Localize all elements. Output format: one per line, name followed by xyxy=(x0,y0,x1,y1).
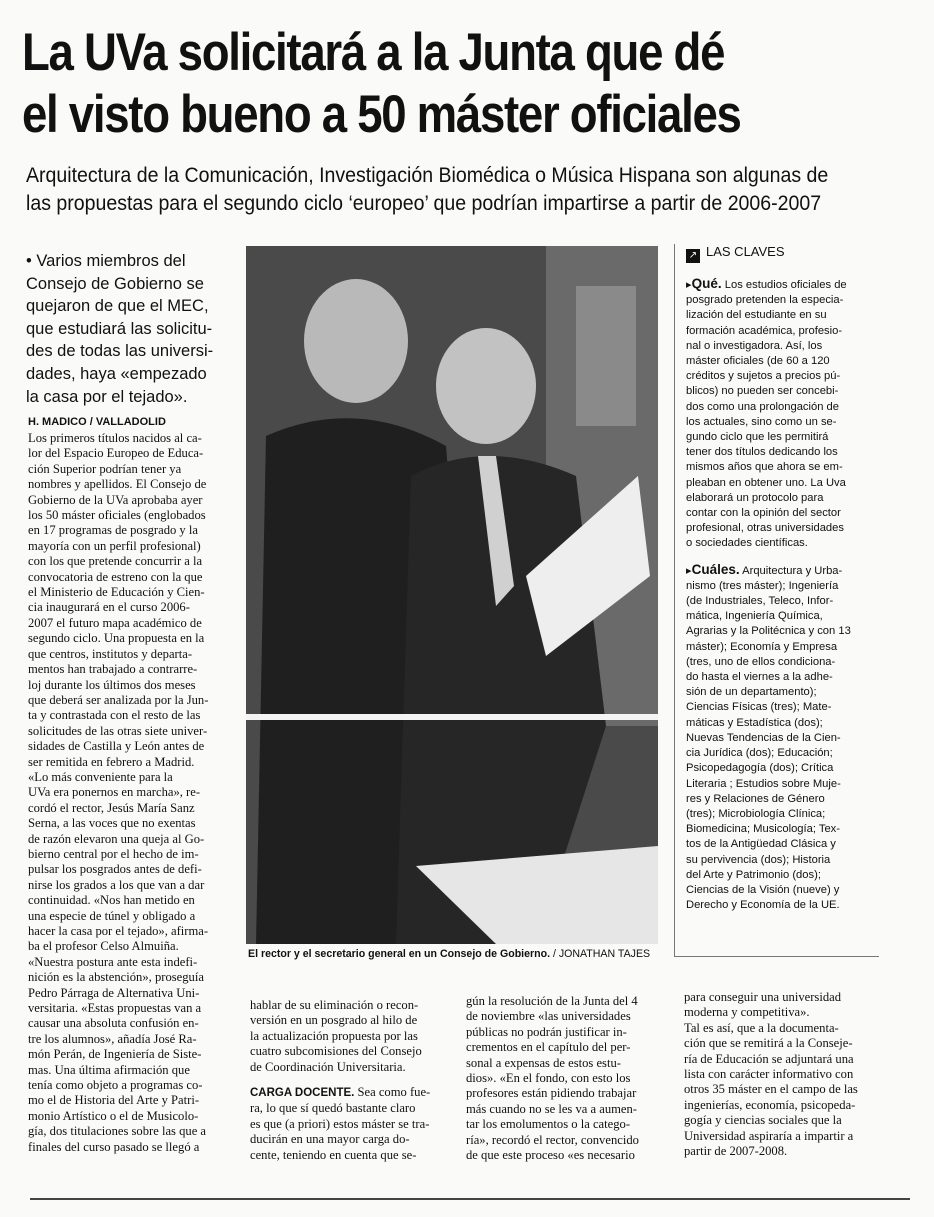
text-line: finales del curso pasado se llegó a xyxy=(28,1139,200,1154)
text-line: una especie de túnel y obligado a xyxy=(28,908,196,923)
sidebar-line: (de Industriales, Teleco, Infor- xyxy=(686,595,834,608)
sidebar-line: tos de la Antigüedad Clásica y xyxy=(686,838,836,851)
sidebar-line: res y Relaciones de Género xyxy=(686,792,825,805)
text-line: en 17 programas de posgrado y la xyxy=(28,523,198,538)
text-line: ducirán en una mayor carga do- xyxy=(250,1132,410,1147)
headline-line: el visto bueno a 50 máster oficiales xyxy=(22,85,741,144)
sidebar-line: máster); Economía y Empresa xyxy=(686,640,838,653)
text-line: crementos en el capítulo del per- xyxy=(466,1040,631,1055)
sidebar-line: lización del estudiante en su xyxy=(686,309,827,322)
text-line: mentos han trabajado a contrarre- xyxy=(28,662,198,677)
sidebar-line: formación académica, profesio- xyxy=(686,324,843,337)
text-line: ría de Educación se adjuntará una xyxy=(684,1051,854,1066)
sidebar-line: o sociedades científicas. xyxy=(686,537,808,550)
text-line: cuatro subcomisiones del Consejo xyxy=(250,1044,422,1059)
text-line: mo el de Historia del Arte y Patri- xyxy=(28,1093,200,1108)
text-line: Gobierno de la UVa aprobaba ayer xyxy=(28,492,203,507)
text-line: mas. Una última afirmación que xyxy=(28,1062,190,1077)
sidebar-title xyxy=(686,244,785,263)
text-line: ción Superior podrían tener ya xyxy=(28,461,182,476)
text-line: ra, lo que sí quedó bastante claro xyxy=(250,1101,416,1116)
text-line: nombres y apellidos. El Consejo de xyxy=(28,477,207,492)
text-line: de noviembre «las universidades xyxy=(466,1009,631,1024)
text-line: continuidad. «Nos han metido en xyxy=(28,893,195,908)
text-line: públicas no podrán justificar in- xyxy=(466,1024,627,1039)
sidebar-line: Nuevas Tendencias de la Cien- xyxy=(686,731,841,744)
sidebar-line: los actuales, sino como un se- xyxy=(686,415,837,428)
text-line: «Lo más conveniente para la xyxy=(28,769,173,784)
text-line: cordó el rector, Jesús María Sanz xyxy=(28,800,195,815)
sidebar-line: profesional, otras universidades xyxy=(686,522,844,535)
headline-line: La UVa solicitará a la Junta que dé xyxy=(22,23,725,82)
text-line: dios». «En el fondo, con esto los xyxy=(466,1071,631,1086)
text-line: que deberá ser analizada por la Jun- xyxy=(28,692,209,707)
sidebar-line-text: Arquitectura y Urba- xyxy=(739,564,843,577)
text-line: el Ministerio de Educación y Cien- xyxy=(28,585,205,600)
body-column-4 xyxy=(684,990,880,1159)
arrow-icon: ▸ xyxy=(686,279,692,291)
lead-line: la casa por el tejado». xyxy=(26,387,188,406)
text-line: Tal es así, que a la documenta- xyxy=(684,1020,839,1035)
text-line: hablar de su eliminación o recon- xyxy=(250,998,419,1012)
sidebar-title-text: LAS CLAVES xyxy=(706,244,785,259)
sidebar-line xyxy=(686,562,878,579)
lead-line: dades, haya «empezado xyxy=(26,364,207,383)
lead-line: des de todas las universi- xyxy=(26,342,214,361)
sidebar-line: posgrado pretenden la especia- xyxy=(686,294,844,307)
text-line: loj durante los últimos dos meses xyxy=(28,677,196,692)
text-line: hacer la casa por el tejado», afirma- xyxy=(28,924,209,938)
sidebar-line: Ciencias de la Visión (nueve) y xyxy=(686,883,840,896)
text-line: Sea como fue- xyxy=(354,1085,431,1100)
subheadline-line: Arquitectura de la Comunicación, Investigación Biomédica o Música Hispana son algunas de xyxy=(26,164,829,187)
text-line: nirse los grados a los que van a dar xyxy=(28,877,205,892)
text-line: es que (a priori) estos máster se tra- xyxy=(250,1116,430,1131)
bottom-rule xyxy=(30,1198,910,1200)
arrow-icon: ▸ xyxy=(686,564,692,577)
section-heading: CARGA DOCENTE. xyxy=(250,1087,355,1100)
text-line: moderna y competitiva». xyxy=(684,1005,810,1020)
text-line: Pedro Párraga de Alternativa Uni- xyxy=(28,985,200,1000)
text-line: sidades de Castilla y León antes de xyxy=(28,739,205,754)
text-line: nición es la abstención», proseguía xyxy=(28,970,204,985)
text-line: versitaria. «Estas propuestas van a xyxy=(28,1001,202,1016)
text-line: mayoría con un perfil profesional) xyxy=(28,538,201,553)
text-line: ba el profesor Celso Almuiña. xyxy=(28,939,179,954)
sidebar-line: Derecho y Economía de la UE. xyxy=(686,899,840,912)
text-line: de razón elevaron una queja al Go- xyxy=(28,831,205,846)
lead-line: quejaron de que el MEC, xyxy=(26,297,209,316)
text-line: «Nuestra postura ante esta indefi- xyxy=(28,954,198,969)
sidebar-line: Biomedicina; Musicología; Tex- xyxy=(686,823,841,836)
text-line: món Perán, de Ingeniería de Siste- xyxy=(28,1047,202,1062)
lead-line: que estudiará las solicitu- xyxy=(26,319,213,338)
sidebar-line xyxy=(686,276,878,293)
text-line: Los primeros títulos nacidos al ca- xyxy=(28,431,202,445)
text-line: ingenierías, economía, psicopeda- xyxy=(684,1097,856,1112)
subheadline-line: las propuestas para el segundo ciclo ‘europeo’ que podrían impartirse a partir de 2006-2007 xyxy=(26,192,822,215)
text-line: pulsar los posgrados antes de defi- xyxy=(28,862,202,877)
body-column-1 xyxy=(28,431,240,1155)
text-line: convocatoria de estreno con la que xyxy=(28,569,203,584)
sidebar-line: pleaban en obtener uno. La Uva xyxy=(686,476,846,489)
sidebar-line: do hasta el viernes a la adhe- xyxy=(686,671,833,684)
text-line: los 50 máster oficiales (englobados xyxy=(28,508,206,523)
text-line: ción que se remitirá a la Conseje- xyxy=(684,1036,853,1051)
text-line: segundo ciclo. Una propuesta en la xyxy=(28,631,205,646)
news-photo xyxy=(246,246,658,944)
section-heading-line xyxy=(250,1085,460,1101)
text-line: Serna, a las voces que no exentas xyxy=(28,816,196,831)
sidebar-line: gundo ciclo que les permitirá xyxy=(686,431,829,444)
photo-illustration xyxy=(246,246,658,944)
sidebar-line: nal o investigadora. Así, los xyxy=(686,339,823,352)
sidebar-line: mismos años que ahora se em- xyxy=(686,461,843,474)
text-line: gía, dos titulaciones sobre las que a xyxy=(28,1124,207,1139)
sidebar-line: elaborará un protocolo para xyxy=(686,491,824,504)
sidebar-line: tener dos títulos dedicando los xyxy=(686,446,838,459)
text-line: versión en un posgrado al hilo de xyxy=(250,1013,418,1028)
text-line: tenía como objeto a programas co- xyxy=(28,1078,203,1093)
text-line: cia inaugurará en el curso 2006- xyxy=(28,600,190,615)
sidebar-line: nismo (tres máster); Ingeniería xyxy=(686,579,839,592)
text-line: lista con carácter informativo con xyxy=(684,1067,854,1082)
sidebar-line: mática, Ingeniería Química, xyxy=(686,610,823,623)
sidebar-line: máticas y Estadística (dos); xyxy=(686,716,823,729)
text-line: tre los alumnos», añadía José Ra- xyxy=(28,1031,197,1046)
headline xyxy=(22,22,779,146)
sidebar-line: blicos) no pueden ser concebi- xyxy=(686,385,839,398)
sidebar-keyword: Cuáles. xyxy=(691,561,740,577)
text-line: con los que pretende concurrir a la xyxy=(28,554,203,569)
sidebar-line: Ciencias Físicas (tres); Mate- xyxy=(686,701,832,714)
sidebar-line: cia Jurídica (dos); Educación; xyxy=(686,747,833,760)
sidebar-line: (tres, uno de ellos condiciona- xyxy=(686,655,836,668)
text-line: gogía y ciencias sociales que la xyxy=(684,1113,842,1128)
sidebar-line: su pervivencia (dos); Historia xyxy=(686,853,831,866)
text-line: solicitudes de las otras siete univer- xyxy=(28,723,208,738)
photo-caption xyxy=(248,948,668,960)
text-line: 2007 el futuro mapa académico de xyxy=(28,615,202,630)
text-line: bierno central por el hecho de im- xyxy=(28,846,199,861)
photo-credit: / JONATHAN TAJES xyxy=(550,948,651,960)
text-line: profesores están pidiendo trabajar xyxy=(466,1086,637,1101)
body-column-3 xyxy=(466,994,676,1163)
text-line: gún la resolución de la Junta del 4 xyxy=(466,994,638,1008)
text-line: otros 35 máster en el campo de las xyxy=(684,1082,858,1097)
text-line: de que este proceso «es necesario xyxy=(466,1148,635,1163)
trend-icon: ↗ xyxy=(686,249,700,263)
text-line: ría», recordó el rector, convencido xyxy=(466,1132,639,1147)
text-line: UVa era ponernos en marcha», re- xyxy=(28,785,201,800)
sidebar-text xyxy=(686,276,878,913)
text-line: lor del Espacio Europeo de Educa- xyxy=(28,446,204,461)
sidebar-line-text: Los estudios oficiales de xyxy=(721,279,847,291)
sidebar-line: Literaria ; Estudios sobre Muje- xyxy=(686,777,841,790)
text-line: ser remitida en febrero a Madrid. xyxy=(28,754,195,769)
body-column-2 xyxy=(250,998,460,1163)
sidebar-keyword: Qué. xyxy=(691,276,722,291)
subheadline xyxy=(26,162,863,218)
sidebar-line: contar con la opinión del sector xyxy=(686,507,841,520)
text-line: más cuando no se les va a aumen- xyxy=(466,1101,638,1116)
sidebar-line: Agrarias y la Politécnica y con 13 xyxy=(686,625,851,638)
sidebar-line: máster oficiales (de 60 a 120 xyxy=(686,355,830,368)
text-line: tar los emolumentos o la catego- xyxy=(466,1117,631,1132)
lead-line: Consejo de Gobierno se xyxy=(26,274,204,293)
text-line: para conseguir una universidad xyxy=(684,990,842,1004)
lead-line: • Varios miembros del xyxy=(26,252,186,270)
caption-text: El rector y el secretario general en un Consejo de Gobierno. xyxy=(248,948,551,960)
text-line: ta y contrastada con el resto de las xyxy=(28,708,201,723)
lead-summary xyxy=(26,250,236,408)
sidebar-line: sión de un departamento); xyxy=(686,686,817,699)
sidebar-line: Psicopedagogía (dos); Crítica xyxy=(686,762,834,775)
text-line: monio Artístico o el de Musicolo- xyxy=(28,1108,199,1123)
text-line: partir de 2007-2008. xyxy=(684,1144,788,1159)
text-line: sonal a expensas de estos estu- xyxy=(466,1055,621,1070)
byline: H. MADICO / VALLADOLID xyxy=(28,416,166,428)
text-line: cente, teniendo en cuenta que se- xyxy=(250,1147,417,1162)
text-line: causar una absoluta confusión en- xyxy=(28,1016,199,1031)
text-line: de Coordinación Universitaria. xyxy=(250,1059,406,1074)
text-line: la actualización propuesta por las xyxy=(250,1028,418,1043)
sidebar-line: del Arte y Patrimonio (dos); xyxy=(686,868,821,881)
text-line: que centros, institutos y departa- xyxy=(28,646,193,661)
sidebar-line: (tres); Microbiología Clínica; xyxy=(686,807,826,820)
sidebar-line: créditos y sujetos a precios pú- xyxy=(686,370,841,383)
text-line: Universidad aspiraría a impartir a xyxy=(684,1128,854,1143)
sidebar-line: dos como una prolongación de xyxy=(686,400,840,413)
